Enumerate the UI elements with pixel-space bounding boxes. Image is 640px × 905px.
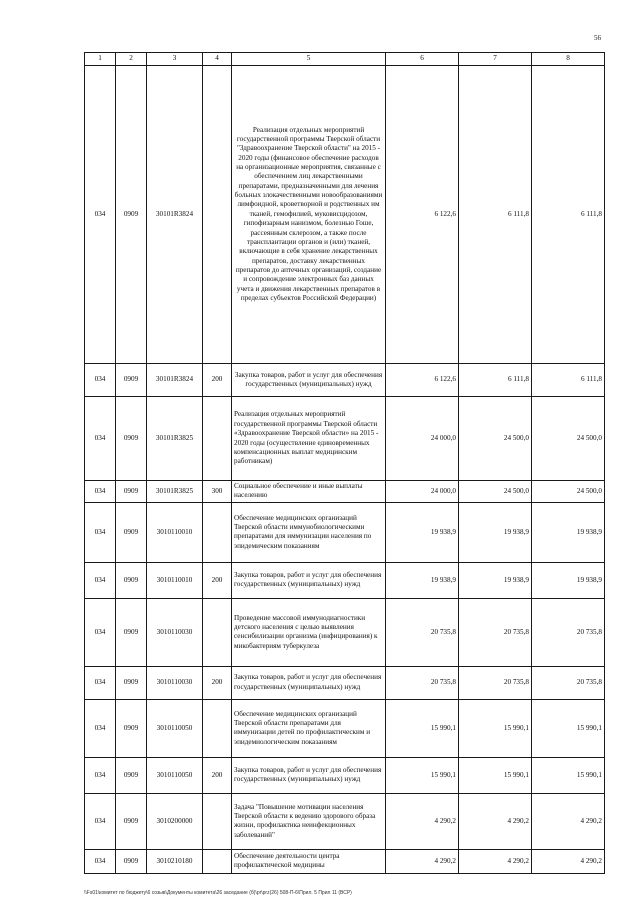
expense-type-cell: 200 bbox=[203, 757, 232, 793]
amount-year1-cell: 20 735,8 bbox=[386, 666, 459, 699]
amount-year3-cell: 19 938,9 bbox=[532, 502, 605, 562]
ministry-code-cell: 034 bbox=[85, 598, 116, 666]
target-article-cell: 30101R3825 bbox=[147, 397, 203, 481]
amount-year3-cell: 15 990,1 bbox=[532, 757, 605, 793]
amount-year2-cell: 20 735,8 bbox=[459, 598, 532, 666]
ministry-code-cell: 034 bbox=[85, 66, 116, 364]
section-code-cell: 0909 bbox=[116, 666, 147, 699]
ministry-code-cell: 034 bbox=[85, 849, 116, 873]
description-cell: Обеспечение медицинских организаций Тверской области иммунобиологическими препаратами для иммунизации населения по эпидемическим показаниям bbox=[232, 502, 386, 562]
amount-year2-cell: 15 990,1 bbox=[459, 699, 532, 757]
amount-year1-cell: 4 290,2 bbox=[386, 849, 459, 873]
description-cell: Закупка товаров, работ и услуг для обеспечения государственных (муниципальных) нужд bbox=[232, 364, 386, 397]
section-code-cell: 0909 bbox=[116, 397, 147, 481]
amount-year2-cell: 20 735,8 bbox=[459, 666, 532, 699]
table-header-row bbox=[85, 53, 605, 66]
expense-type-cell: 300 bbox=[203, 481, 232, 503]
table-row bbox=[85, 397, 605, 481]
amount-year2-cell: 24 500,0 bbox=[459, 397, 532, 481]
amount-year2-cell: 6 111,8 bbox=[459, 364, 532, 397]
expense-type-cell bbox=[203, 793, 232, 849]
expense-type-cell bbox=[203, 598, 232, 666]
header-cell: 6 bbox=[386, 53, 459, 66]
table-row bbox=[85, 562, 605, 598]
ministry-code-cell: 034 bbox=[85, 793, 116, 849]
amount-year1-cell: 15 990,1 bbox=[386, 757, 459, 793]
section-code-cell: 0909 bbox=[116, 699, 147, 757]
target-article-cell: 3010200000 bbox=[147, 793, 203, 849]
section-code-cell: 0909 bbox=[116, 598, 147, 666]
ministry-code-cell: 034 bbox=[85, 481, 116, 503]
table-row bbox=[85, 699, 605, 757]
ministry-code-cell: 034 bbox=[85, 502, 116, 562]
target-article-cell: 30101R3824 bbox=[147, 66, 203, 364]
amount-year1-cell: 19 938,9 bbox=[386, 502, 459, 562]
amount-year2-cell: 6 111,8 bbox=[459, 66, 532, 364]
amount-year3-cell: 24 500,0 bbox=[532, 481, 605, 503]
header-cell: 3 bbox=[147, 53, 203, 66]
header-cell: 2 bbox=[116, 53, 147, 66]
page-number: 56 bbox=[594, 34, 601, 42]
target-article-cell: 3010210180 bbox=[147, 849, 203, 873]
amount-year3-cell: 15 990,1 bbox=[532, 699, 605, 757]
amount-year1-cell: 24 000,0 bbox=[386, 397, 459, 481]
target-article-cell: 3010110030 bbox=[147, 598, 203, 666]
table-row bbox=[85, 757, 605, 793]
budget-table bbox=[84, 52, 605, 874]
amount-year2-cell: 19 938,9 bbox=[459, 562, 532, 598]
amount-year3-cell: 24 500,0 bbox=[532, 397, 605, 481]
ministry-code-cell: 034 bbox=[85, 562, 116, 598]
amount-year1-cell: 15 990,1 bbox=[386, 699, 459, 757]
ministry-code-cell: 034 bbox=[85, 699, 116, 757]
header-cell: 5 bbox=[232, 53, 386, 66]
amount-year1-cell: 24 000,0 bbox=[386, 481, 459, 503]
table-row bbox=[85, 502, 605, 562]
description-cell: Задача "Повышение мотивации населения Тверской области к ведению здорового образа жизни, профилактика неинфекционных заболеваний" bbox=[232, 793, 386, 849]
expense-type-cell bbox=[203, 397, 232, 481]
target-article-cell: 3010110050 bbox=[147, 699, 203, 757]
amount-year2-cell: 4 290,2 bbox=[459, 793, 532, 849]
description-cell: Закупка товаров, работ и услуг для обеспечения государственных (муниципальных) нужд bbox=[232, 757, 386, 793]
section-code-cell: 0909 bbox=[116, 562, 147, 598]
description-cell: Проведение массовой иммунодиагностики детского населения с целью выявления сенсибилизации организма (инфицирования) к микобактериям туберкулеза bbox=[232, 598, 386, 666]
header-cell: 7 bbox=[459, 53, 532, 66]
amount-year1-cell: 6 122,6 bbox=[386, 66, 459, 364]
header-cell: 1 bbox=[85, 53, 116, 66]
section-code-cell: 0909 bbox=[116, 364, 147, 397]
table-row bbox=[85, 598, 605, 666]
amount-year3-cell: 19 938,9 bbox=[532, 562, 605, 598]
target-article-cell: 30101R3824 bbox=[147, 364, 203, 397]
amount-year2-cell: 4 290,2 bbox=[459, 849, 532, 873]
amount-year1-cell: 6 122,6 bbox=[386, 364, 459, 397]
ministry-code-cell: 034 bbox=[85, 757, 116, 793]
table-row bbox=[85, 849, 605, 873]
section-code-cell: 0909 bbox=[116, 502, 147, 562]
target-article-cell: 3010110010 bbox=[147, 502, 203, 562]
file-path-footer: \\Fs01\комитет по бюджету\6 созыв\Документы комитета\26 заседание (б)\pr\prz(26) 508-П-6\Прил. 5 Прил 11 (ВСР) bbox=[84, 890, 352, 896]
amount-year3-cell: 4 290,2 bbox=[532, 793, 605, 849]
ministry-code-cell: 034 bbox=[85, 397, 116, 481]
amount-year3-cell: 4 290,2 bbox=[532, 849, 605, 873]
amount-year1-cell: 19 938,9 bbox=[386, 562, 459, 598]
target-article-cell: 3010110030 bbox=[147, 666, 203, 699]
section-code-cell: 0909 bbox=[116, 757, 147, 793]
expense-type-cell: 200 bbox=[203, 666, 232, 699]
description-cell: Социальное обеспечение и иные выплаты населению bbox=[232, 481, 386, 503]
amount-year1-cell: 20 735,8 bbox=[386, 598, 459, 666]
section-code-cell: 0909 bbox=[116, 793, 147, 849]
ministry-code-cell: 034 bbox=[85, 364, 116, 397]
section-code-cell: 0909 bbox=[116, 849, 147, 873]
amount-year1-cell: 4 290,2 bbox=[386, 793, 459, 849]
description-cell: Обеспечение медицинских организаций Тверской области препаратами для иммунизации детей по профилактическим и эпидемиологическим показаниям bbox=[232, 699, 386, 757]
description-cell: Реализация отдельных мероприятий государственной программы Тверской области «Здравоохранение Тверской области» на 2015 - 2020 годы (осуществление единовременных компенсационных выплат медицинским работникам) bbox=[232, 397, 386, 481]
table-row bbox=[85, 364, 605, 397]
table-row bbox=[85, 666, 605, 699]
header-cell: 8 bbox=[532, 53, 605, 66]
expense-type-cell: 200 bbox=[203, 364, 232, 397]
table-row bbox=[85, 793, 605, 849]
target-article-cell: 30101R3825 bbox=[147, 481, 203, 503]
description-cell: Закупка товаров, работ и услуг для обеспечения государственных (муниципальных) нужд bbox=[232, 562, 386, 598]
expense-type-cell: 200 bbox=[203, 562, 232, 598]
description-cell: Обеспечение деятельности центра профилактической медицины bbox=[232, 849, 386, 873]
header-cell: 4 bbox=[203, 53, 232, 66]
amount-year3-cell: 20 735,8 bbox=[532, 598, 605, 666]
table-row bbox=[85, 66, 605, 364]
section-code-cell: 0909 bbox=[116, 66, 147, 364]
expense-type-cell bbox=[203, 849, 232, 873]
amount-year2-cell: 19 938,9 bbox=[459, 502, 532, 562]
expense-type-cell bbox=[203, 502, 232, 562]
expense-type-cell bbox=[203, 699, 232, 757]
table-row bbox=[85, 481, 605, 503]
description-cell: Закупка товаров, работ и услуг для обеспечения государственных (муниципальных) нужд bbox=[232, 666, 386, 699]
amount-year3-cell: 20 735,8 bbox=[532, 666, 605, 699]
section-code-cell: 0909 bbox=[116, 481, 147, 503]
target-article-cell: 3010110050 bbox=[147, 757, 203, 793]
expense-type-cell bbox=[203, 66, 232, 364]
amount-year2-cell: 15 990,1 bbox=[459, 757, 532, 793]
ministry-code-cell: 034 bbox=[85, 666, 116, 699]
amount-year3-cell: 6 111,8 bbox=[532, 66, 605, 364]
target-article-cell: 3010110010 bbox=[147, 562, 203, 598]
amount-year2-cell: 24 500,0 bbox=[459, 481, 532, 503]
amount-year3-cell: 6 111,8 bbox=[532, 364, 605, 397]
description-cell: Реализация отдельных мероприятий государственной программы Тверской области "Здравоохранение Тверской области" на 2015 - 2020 годы (финансовое обеспечение расходов на организационные мероприятия, связанные с обеспечением лиц лекарственными препаратами, предназначенными для лечения больных злокачественными новообразованиями лимфоидной, кроветворной и родственных им тканей, гемофилией, муковисцидозом, гипофизарным нанизмом, болезнью Гоше, рассеянным склерозом, а также после трансплантации органов и (или) тканей, включающие в себя хранение лекарственных препаратов, доставку лекарственных препаратов до аптечных организаций, создание и сопровождение электронных баз данных учета и движения лекарственных препаратов в пределах субъектов Российской Федерации) bbox=[232, 66, 386, 364]
